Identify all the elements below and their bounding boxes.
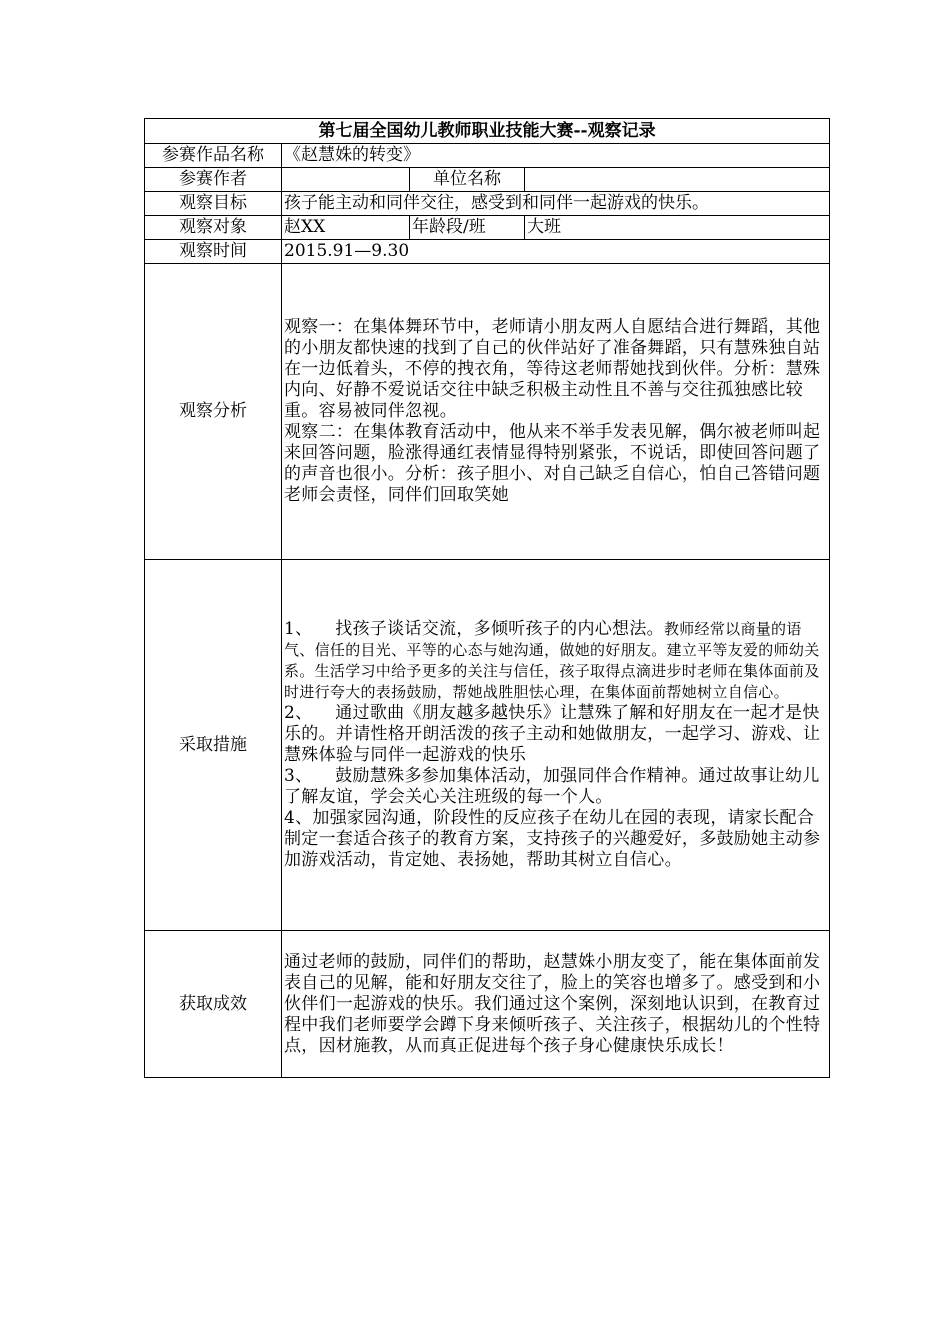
author-label: 参赛作者	[145, 168, 282, 192]
work-name-label: 参赛作品名称	[145, 144, 282, 168]
measures-label: 采取措施	[145, 560, 282, 931]
time-label: 观察时间	[145, 240, 282, 264]
measure-item-3	[284, 766, 827, 808]
measure-2-text: 通过歌曲《朋友越多越快乐》让慧殊了解和好朋友在一起才是快乐的。并请性格开朗活泼的孩子主动和她做朋友，一起学习、游戏、让慧殊体验与同伴一起游戏的快乐	[284, 703, 821, 765]
measure-1-body: 教师经常以商量的语气、信任的目光、平等的心态与她沟通，做她的好朋友。建立平等友爱的师幼关系。生活学习中给予更多的关注与信任，孩子取得点滴进步时老师在集体面前及时进行夸大的表扬鼓励，帮她战胜胆怯心理，在集体面前帮她树立自信心。	[284, 620, 820, 701]
analysis-paragraph-1: 观察一：在集体舞环节中，老师请小朋友两人自愿结合进行舞蹈，其他的小朋友都快速的找到了自己的伙伴站好了准备舞蹈，只有慧殊独自站在一边低着头，不停的拽衣角，等待这老师帮她找到伙伴。分析：慧殊内向、好静不爱说话交往中缺乏积极主动性且不善与交往孤独感比较重。容易被同伴忽视。	[284, 317, 821, 421]
age-label: 年龄段/班	[410, 216, 525, 240]
work-name-value: 《赵慧姝的转变》	[282, 144, 830, 168]
observation-record-table	[144, 118, 830, 1078]
measure-item-1	[284, 619, 827, 703]
measure-2-number: 2、	[284, 703, 313, 723]
measure-3-text: 鼓励慧殊多参加集体活动，加强同伴合作精神。通过故事让幼儿了解友谊，学会关心关注班级的每一个人。	[284, 766, 820, 807]
results-content: 通过老师的鼓励，同伴们的帮助，赵慧姝小朋友变了，能在集体面前发表自己的见解，能和好朋友交往了，脸上的笑容也增多了。感受到和小伙伴们一起游戏的快乐。我们通过这个案例，深刻地认识到，在教育过程中我们老师要学会蹲下身来倾听孩子、关注孩子，根据幼儿的个性特点，因材施教，从而真正促进每个孩子身心健康快乐成长！	[282, 931, 830, 1078]
subject-value: 赵XX	[282, 216, 410, 240]
time-value: 2015.91—9.30	[282, 240, 830, 264]
measure-3-number: 3、	[284, 766, 313, 786]
measure-item-2	[284, 703, 827, 766]
table-title: 第七届全国幼儿教师职业技能大赛--观察记录	[145, 119, 830, 144]
measure-1-heading: 找孩子谈话交流，多倾听孩子的内心想法。	[335, 619, 664, 639]
age-value: 大班	[525, 216, 830, 240]
measure-item-4: 4、加强家园沟通，阶段性的反应孩子在幼儿在园的表现，请家长配合制定一套适合孩子的教育方案，支持孩子的兴趣爱好，多鼓励她主动参加游戏活动，肯定她、表扬她，帮助其树立自信心。	[284, 808, 821, 870]
unit-value	[525, 168, 830, 192]
goal-value: 孩子能主动和同伴交往，感受到和同伴一起游戏的快乐。	[282, 192, 830, 216]
author-value	[282, 168, 410, 192]
goal-label: 观察目标	[145, 192, 282, 216]
measure-1-number: 1、	[284, 619, 313, 639]
measures-content	[282, 560, 830, 931]
analysis-content	[282, 264, 830, 560]
results-label: 获取成效	[145, 931, 282, 1078]
subject-label: 观察对象	[145, 216, 282, 240]
analysis-label: 观察分析	[145, 264, 282, 560]
analysis-paragraph-2: 观察二：在集体教育活动中，他从来不举手发表见解，偶尔被老师叫起来回答问题，脸涨得通红表情显得特别紧张，不说话，即使回答问题了的声音也很小。分析：孩子胆小、对自己缺乏自信心，怕自己答错问题老师会责怪，同伴们回取笑她	[284, 422, 821, 505]
unit-label: 单位名称	[410, 168, 525, 192]
